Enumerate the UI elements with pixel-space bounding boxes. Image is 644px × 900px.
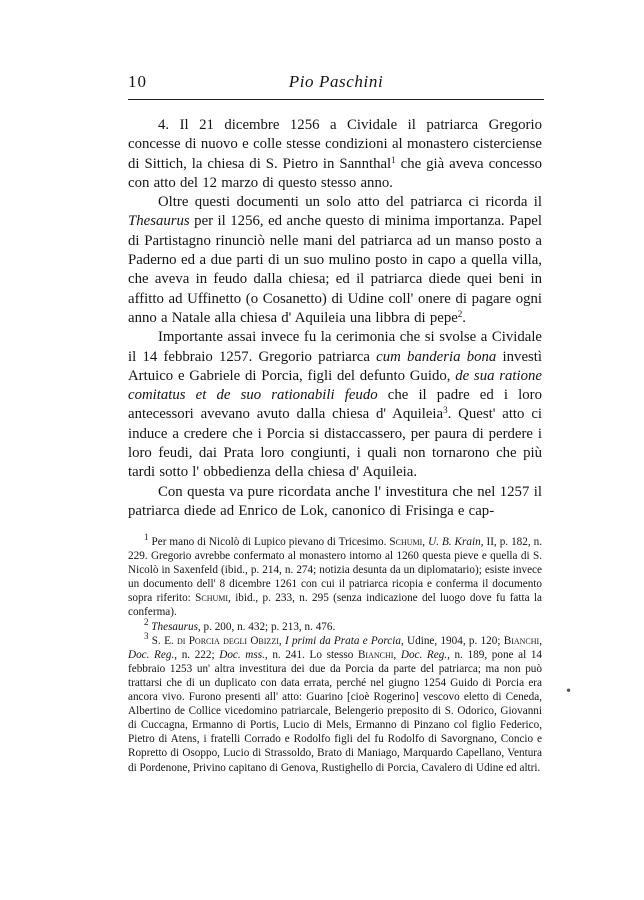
- page-header: [128, 72, 544, 94]
- footnotes: [128, 532, 543, 775]
- margin-mark: •: [565, 684, 573, 698]
- footnote-3: $^3$ S. E. di Porcia degli Obizzi, I primi da Prata e Porcia, Udine, 1904, p. 120; Bianchi, Doc. Reg., n. 222; Doc. mss., n. 241. Lo stesso Bianchi, Doc. Reg., n. 189, pone al 14 febbraio 1253 un' altra investitura dei due da Porcia da parte del patriarca; ma non può trattarsi che di un duplicato con data errata, perché nel giugno 1254 Guido di Porcia era ancora vivo. Furono presenti all' atto: Guarino [cioè Rogerino] vescovo eletto di Ceneda, Albertino de Collice vicedomino patriarcale, Belengerio preposito di S. Odorico, Giovanni di Cuccagna, Ermanno di Portis, Lucio di Mels, Ermanno di Pinzano col figlio Federico, Pietro di Atens, i fratelli Corrado e Rodolfo figli del fu Rodolfo di Savorgnano, Concio e Ropretto di Osoppo, Lucio di Strassoldo, Brato di Maniago, Marquardo Capellano, Ventura di Pordenone, Privino capitano di Genova, Rustighello di Porcia, Cavalero di Udine ed altri.: [128, 630, 543, 774]
- footnote-ref-3: 3: [443, 405, 448, 416]
- footnote-ref-2: 2: [457, 308, 463, 319]
- footnote-1: $^1$ Per mano di Nicolò di Lupico pievano di Tricesimo. Schumi, U. B. Krain, II, p. 182, n. 229. Gregorio avrebbe confermato al monastero intorno al 1260 questa pieve e quella di S. Nicolò in Saxenfeld (ibid., p. 214, n. 274; notizia desunta da un diplomatario); esiste invece un documento dell' 8 dicembre 1261 con cui il patriarca ricopia e conferma il documento sopra riferito: Schumi, ibid., p. 233, n. 295 (senza indicazione del luogo dove fu fatta la conferma).: [128, 532, 543, 619]
- page-number: 10: [128, 72, 147, 91]
- main-text: [128, 116, 542, 521]
- paragraph-4: Con questa va pure ricordata anche l' investitura che nel 1257 il patriarca diede ad Enrico de Lok, canonico di Frisinga e cap-: [128, 483, 542, 519]
- paragraph-3: Importante assai invece fu la cerimonia che si svolse a Cividale il 14 febbraio 1257. Gregorio patriarca cum banderia bona investì Artuico e Gabriele di Porcia, figli del defunto Guido, de sua ratione comitatus et de suo rationabili feudo che il padre ed i loro antecessori avevano avuto dalla chiesa d' Aquileia$^3$. Quest' atto ci induce a credere che i Porcia si distaccassero, per paura di perdere i loro feudi, dai Prata loro congiunti, i quali non tornarono che più tardi sotto l' obbedienza della chiesa d' Aquileia.: [128, 329, 543, 481]
- footnote-ref-1: 1: [391, 154, 396, 165]
- header-rule: [128, 99, 544, 100]
- footnote-2: $^2$ Thesaurus, p. 200, n. 432; p. 213, n. 476.: [144, 616, 336, 633]
- paragraph-2: Oltre questi documenti un solo atto del patriarca ci ricorda il Thesaurus per il 1256, ed anche questo di minima importanza. Papel di Partistagno rinunciò nelle mani del patriarca ad un manso posto a Paderno ed a due parti di un suo mulino posto in capo a quella villa, che aveva in feudo dalla chiesa; ed il patriarca diede quei beni in affitto ad Uffinetto (o Cosanetto) di Udine coll' onere di pagare ogni anno a Natale alla chiesa d' Aquileia una libbra di pepe$^2$.: [128, 194, 542, 326]
- running-title: Pio Paschini: [288, 72, 384, 91]
- paragraph-1: 4. Il 21 dicembre 1256 a Cividale il patriarca Gregorio concesse di nuovo e colle stesse condizioni al monastero cisterciense di Sittich, la chiesa di S. Pietro in Sannthal$^1$ che già aveva concesso con atto del 12 marzo di questo stesso anno.: [128, 117, 542, 191]
